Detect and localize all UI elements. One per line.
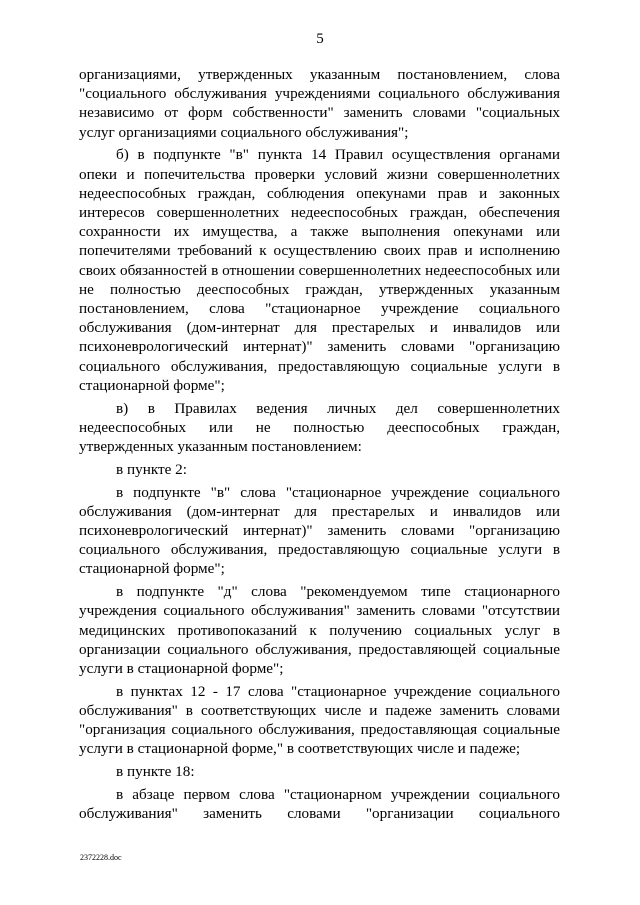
paragraph-subpoint-v: в подпункте "в" слова "стационарное учреждение социального обслуживания (дом-интернат для престарелых и инвалидов или психоневрологический интернат)" заменить словами "организацию социального обслуживания, предоставляющую социальные услуги в стационарной форме"; xyxy=(79,483,560,578)
paragraph-first-abzac: в абзаце первом слова "стационарном учреждении социального обслуживания" заменить словами "организации социального xyxy=(79,786,560,823)
page-number: 5 xyxy=(316,31,324,47)
paragraph-item-v: в) в Правилах ведения личных дел совершеннолетних недееспособных или не полностью дееспособных граждан, утвержденных указанным постановлением: xyxy=(79,399,560,456)
paragraph-point-18: в пункте 18: xyxy=(116,763,195,781)
paragraph-points-12-17: в пунктах 12 - 17 слова "стационарное учреждение социального обслуживания" в соответствующих числе и падеже заменить словами "организация социального обслуживания, предоставляющая социальные услуги в стационарной форме," в соответствующих числе и падеже; xyxy=(79,682,560,758)
paragraph-point-2: в пункте 2: xyxy=(116,460,187,478)
document-body xyxy=(79,65,560,823)
paragraph-item-b: б) в подпункте "в" пункта 14 Правил осуществления органами опеки и попечительства проверки условий жизни совершеннолетних недееспособных граждан, соблюдения опекунами прав и законных интересов совершеннолетних недееспособных граждан, обеспечения сохранности их имущества, а также выполнения опекунами или попечителями требований к осуществлению своих прав и исполнению своих обязанностей в отношении совершеннолетних недееспособных или не полностью дееспособных граждан, утвержденных указанным постановлением, слова "стационарное учреждение социального обслуживания (дом-интернат для престарелых и инвалидов или психоневрологический интернат)" заменить словами "организацию социального обслуживания, предоставляющую социальные услуги в стационарной форме"; xyxy=(79,146,560,394)
paragraph-continuation: организациями, утвержденных указанным постановлением, слова "социального обслуживания учреждениями социального обслуживания независимо от форм собственности" заменить словами "социальных услуг организациями социального обслуживания"; xyxy=(79,66,560,141)
document-file-id: 2372228.doc xyxy=(80,853,122,862)
paragraph-subpoint-d: в подпункте "д" слова "рекомендуемом типе стационарного учреждения социального обслуживания" заменить словами "отсутствии медицинских противопоказаний к получению социальных услуг в организации социального обслуживания, предоставляющей социальные услуги в стационарной форме"; xyxy=(79,583,560,678)
